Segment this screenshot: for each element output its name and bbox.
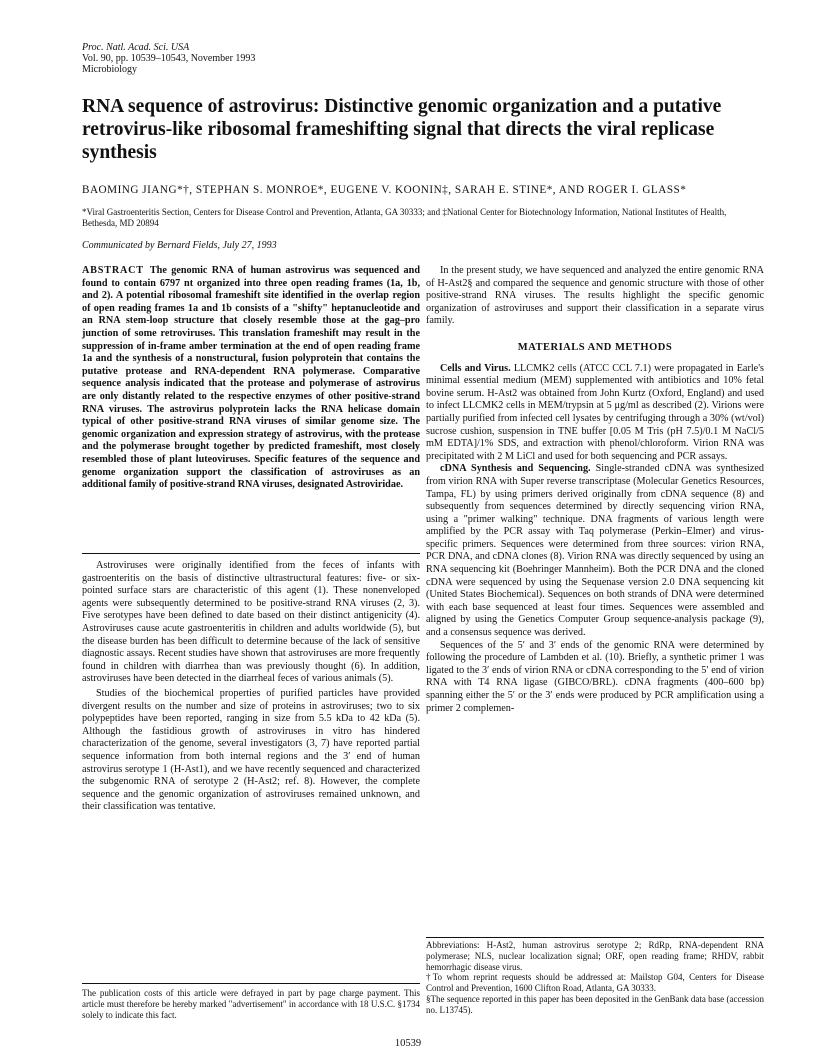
- intro-paragraph-3: In the present study, we have sequenced and analyzed the entire genomic RNA of H-Ast2§ and compared the sequence and genomic structure with those of other positive-strand RNA viruses. The results highlight the specific genomic organization of astroviruses and support their classification in a separate virus family.: [426, 265, 764, 327]
- right-body: [426, 265, 764, 715]
- author-list: BAOMING JIANG*†, STEPHAN S. MONROE*, EUGENE V. KOONIN‡, SARAH E. STINE*, AND ROGER I. GLASS*: [82, 184, 687, 196]
- abstract-divider: [82, 553, 420, 554]
- methods-paragraph-2: [426, 463, 764, 639]
- cost-divider: [82, 983, 420, 984]
- methods-paragraph-1: [426, 363, 764, 464]
- footnote-abbreviations: Abbreviations: H-Ast2, human astrovirus serotype 2; RdRp, RNA-dependent RNA polymerase; NLS, nuclear localization signal; ORF, open reading frame; RHDV, rabbit hemorrhagic disease virus.: [426, 940, 764, 972]
- journal-name: Proc. Natl. Acad. Sci. USA: [82, 42, 190, 53]
- footnote-reprint: †To whom reprint requests should be addressed at: Mailstop G04, Centers for Disease Control and Prevention, 1600 Clifton Road, Atlanta, GA 30333.: [426, 972, 764, 994]
- methods-paragraph-3: Sequences of the 5′ and 3′ ends of the genomic RNA were determined by following the procedure of Lambden et al. (10). Briefly, a synthetic primer 1 was ligated to the 3′ ends of virion RNA or cDNA corresponding to the 5′ end of virion RNA with T4 RNA ligase (GIBCO/BRL). cDNA fragments (400–600 bp) spanning either the 5′ or the 3′ ends were produced by PCR amplification using a primer 2 complemen-: [426, 639, 764, 714]
- intro-paragraph-2: Studies of the biochemical properties of purified particles have provided divergent results on the number and size of proteins in astroviruses; two to six polypeptides have been reported, ranging in size from 5.5 kDa to 42 kDa (5). Although the fastidious growth of astroviruses in vitro has hindered characterization of the genome, several investigators (3, 7) have reported partial sequence information from both internal regions and the 3′ end of human astrovirus serotype 1 (H-Ast1), and we have recently sequenced and characterized the subgenomic RNA of serotype 2 (H-Ast2; ref. 8). However, the complete sequence and the genomic organization of astroviruses remained unknown, and their classification was tentative.: [82, 687, 420, 813]
- footnote-divider: [426, 937, 764, 938]
- runin-cdna: cDNA Synthesis and Sequencing.: [440, 463, 591, 475]
- left-body: [82, 560, 420, 814]
- section-label: Microbiology: [82, 64, 137, 75]
- page-number: 10539: [394, 1038, 422, 1049]
- communicated-by: Communicated by Bernard Fields, July 27, 1993: [82, 240, 277, 251]
- abstract-text: The genomic RNA of human astrovirus was sequenced and found to contain 6797 nt organized into three open reading frames (1a, 1b, and 2). A potential ribosomal frameshift site identified in the overlap region of open reading frames 1a and 1b consists of a "shifty" heptanucleotide and an RNA stem-loop structure that closely resemble those at the gag–pro junction of some retroviruses. This translation frameshift may result in the suppression of in-frame amber termination at the end of open reading frame 1a and the synthesis of a nonstructural, fusion polyprotein that contains the putative protease and RNA-dependent RNA polymerase. Comparative sequence analysis indicated that the protease and polymerase of astrovirus are only distantly related to the respective enzymes of other positive-strand RNA viruses. The astrovirus polyprotein lacks the RNA helicase domain typical of other positive-strand RNA viruses of similar genome size. The genomic organization and expression strategy of astrovirus, with the protease and the polymerase brought together by predicted frameshift, most closely resembled those of plant luteoviruses. Specific features of the sequence and genome organization support the classification of astroviruses as an additional family of positive-strand RNA viruses, designated Astroviridae.: [82, 265, 420, 491]
- footnotes: [426, 940, 764, 1016]
- methods-text-1: LLCMK2 cells (ATCC CCL 7.1) were propagated in Earle's minimal essential medium (MEM) supplemented with antibiotics and 10% fetal bovine serum. H-Ast2 was obtained from John Kurtz (Oxford, England) and used to infect LLCMK2 cells in MEM/trypsin at 5 μg/ml as described (2). Virions were partially purified from infected cell lysates by centrifuging through a 30% (wt/vol) sucrose cushion, suspension in TNE buffer [0.05 M Tris (pH 7.5)/0.1 M NaCl/5 mM EDTA]/1% SDS, and extraction with phenol/chloroform. Virion RNA was precipitated with 2 M LiCl and used for both sequencing and PCR assays.: [426, 362, 764, 462]
- journal-header: [82, 42, 255, 75]
- methods-text-2: Single-stranded cDNA was synthesized from virion RNA with Super reverse transcriptase (Molecular Genetics Resources, Tampa, FL) by using primers derived originally from cDNA sequence (8) and subsequently from sequences determined by directly sequencing virion RNA, using a "primer walking" technique. DNA fragments of various length were amplified by the PCR assay with Taq polymerase (Perkin–Elmer) and virus-specific primers. Sequences were determined from three sources: virion RNA, PCR DNA, and cDNA clones (8). Virion RNA was directly sequenced by using an RNA sequencing kit (Boehringer Mannheim). Both the PCR DNA and the cloned cDNA were sequenced by using the Sequenase version 2.0 DNA sequencing kit (United States Biochemical). Sequences on both strands of DNA were determined with each base sequenced at least four times. Sequences were assembled and aligned by using the Genetics Computer Group sequence-analysis package (9), and a consensus sequence was derived.: [426, 463, 764, 639]
- footnote-genbank: §The sequence reported in this paper has been deposited in the GenBank data base (accession no. L13745).: [426, 993, 764, 1015]
- section-heading-methods: MATERIALS AND METHODS: [517, 341, 673, 353]
- article-title: RNA sequence of astrovirus: Distinctive genomic organization and a putative retrovirus-like ribosomal frameshifting signal that directs the viral replicase synthesis: [82, 96, 722, 163]
- volume-line: Vol. 90, pp. 10539–10543, November 1993: [82, 53, 256, 64]
- abstract-label: ABSTRACT: [82, 265, 144, 276]
- runin-cells-virus: Cells and Virus.: [440, 362, 511, 374]
- intro-paragraph-1: Astroviruses were originally identified from the feces of infants with gastroenteritis on the basis of distinctive ultrastructural features: five- or six-pointed surface stars are characteristic of this agent (1). These nonenveloped agents were subsequently determined to be positive-strand RNA viruses (2, 3). Five serotypes have been defined to date based on their distinct antigenicity (4). Astroviruses cause acute gastroenteritis in children and adults worldwide (5), but the disease burden has been difficult to determine because of the lack of sensitive diagnostic assays. Recent studies have shown that astroviruses are more frequently found in children with diarrhea than was previously thought (6). In addition, astroviruses have been detected in the diarrheal feces of various animals (5).: [82, 560, 420, 685]
- abstract: [82, 265, 420, 492]
- affiliations: *Viral Gastroenteritis Section, Centers for Disease Control and Prevention, Atlanta, GA 30333; and ‡National Center for Biotechnology Information, National Institutes of Health, Bethesda, MD 20894: [82, 207, 727, 228]
- publication-cost-note: The publication costs of this article were defrayed in part by page charge payment. This article must therefore be hereby marked "advertisement" in accordance with 18 U.S.C. §1734 solely to indicate this fact.: [82, 988, 420, 1020]
